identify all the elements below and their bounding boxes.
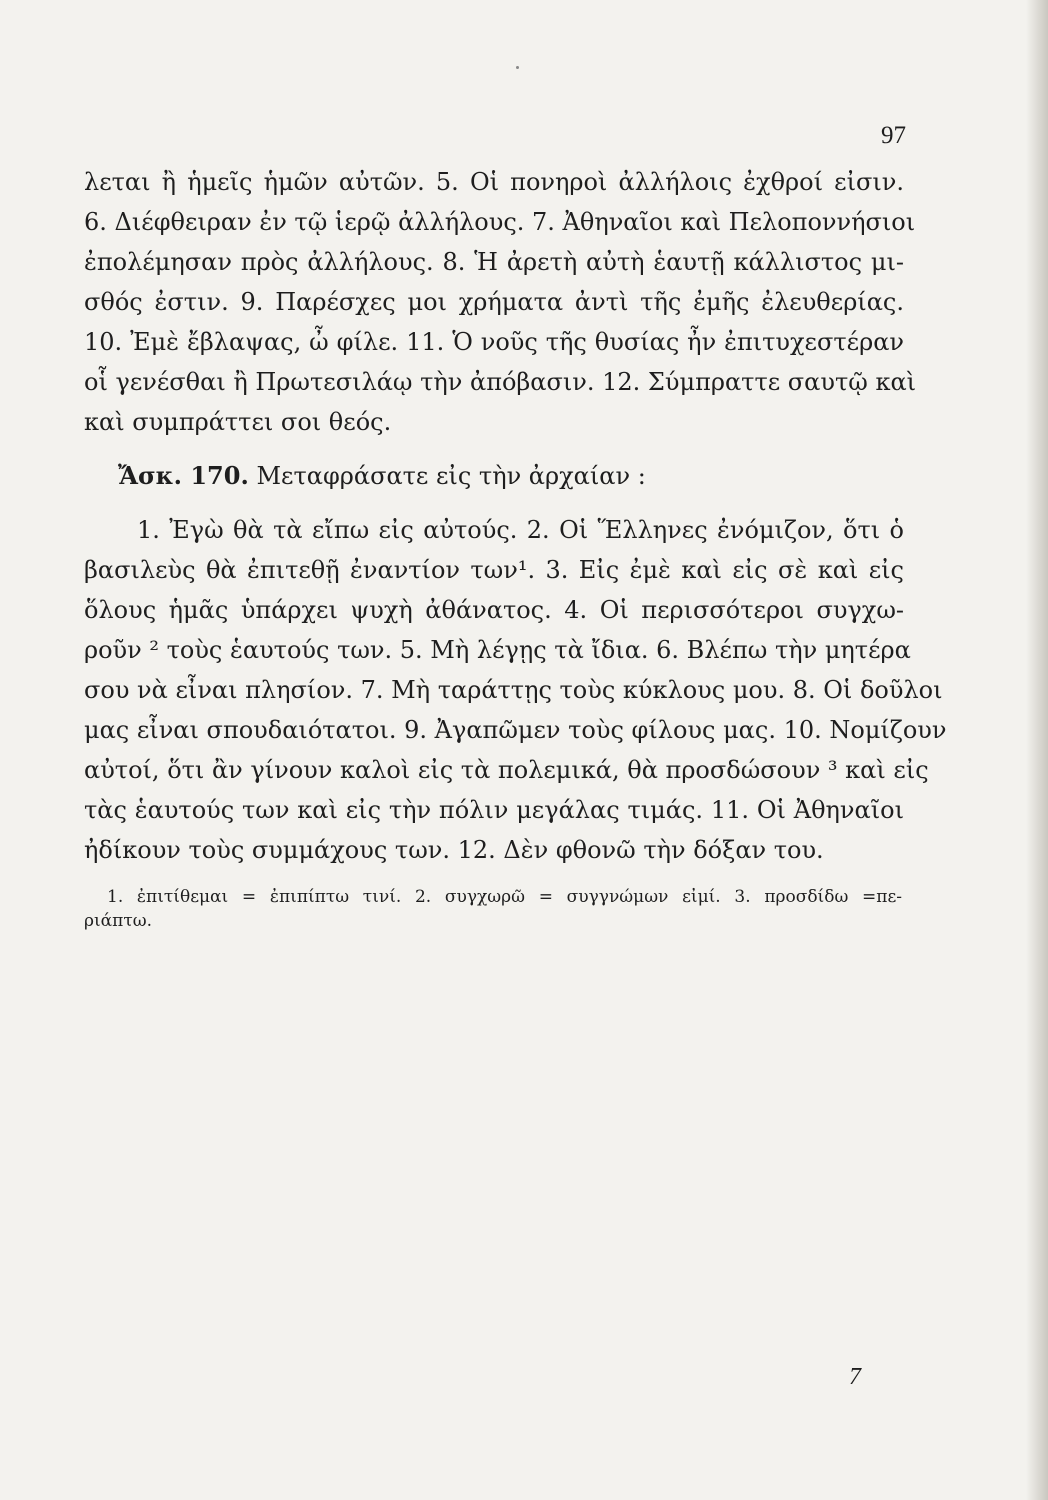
text-line: 1. Ἐγὼ θὰ τὰ εἴπω εἰς αὐτούς. 2. Οἱ Ἕλληνες ἐνόμιζον, ὅτι ὁ bbox=[137, 516, 904, 544]
page-number: 97 bbox=[881, 122, 906, 149]
text-line: οἷ γενέσθαι ἢ Πρωτεσιλάῳ τὴν ἀπόβασιν. 12. Σύμπραττε σαυτῷ καὶ bbox=[84, 368, 917, 396]
speck bbox=[516, 66, 519, 69]
text-line: τὰς ἑαυτούς των καὶ εἰς τὴν πόλιν μεγάλας τιμάς. 11. Οἱ Ἀθηναῖοι bbox=[84, 796, 904, 824]
text-line: σθός ἐστιν. 9. Παρέσχες μοι χρήματα ἀντὶ τῆς ἐμῆς ἐλευθερίας. bbox=[84, 288, 904, 316]
footnote-line: ριάπτω. bbox=[84, 911, 152, 931]
signature-mark: 7 bbox=[849, 1364, 861, 1390]
text-line: ἠδίκουν τοὺς συμμάχους των. 12. Δὲν φθονῶ τὴν δόξαν του. bbox=[84, 836, 824, 864]
text-line: ροῦν ² τοὺς ἑαυτούς των. 5. Μὴ λέγῃς τὰ ἴδια. 6. Βλέπω τὴν μητέρα bbox=[84, 636, 911, 664]
text-line: καὶ συμπράττει σοι θεός. bbox=[84, 408, 392, 436]
text-line: ἐπολέμησαν πρὸς ἀλλήλους. 8. Ἡ ἀρετὴ αὐτὴ ἑαυτῇ κάλλιστος μι- bbox=[84, 248, 904, 276]
text-line: 10. Ἐμὲ ἔβλαψας, ὦ φίλε. 11. Ὁ νοῦς τῆς θυσίας ἦν ἐπιτυχεστέραν bbox=[84, 328, 904, 356]
text-line: βασιλεὺς θὰ ἐπιτεθῇ ἐναντίον των¹. 3. Εἰς ἐμὲ καὶ εἰς σὲ καὶ εἰς bbox=[84, 556, 904, 584]
text-line: ὅλους ἡμᾶς ὑπάρχει ψυχὴ ἀθάνατος. 4. Οἱ περισσότεροι συγχω- bbox=[84, 596, 904, 624]
page-edge-shadow bbox=[1026, 0, 1048, 1500]
text-line: λεται ἢ ἡμεῖς ἡμῶν αὐτῶν. 5. Οἱ πονηροὶ ἀλλήλοις ἐχθροί εἰσιν. bbox=[84, 168, 904, 196]
footnote-line: 1. ἐπιτίθεμαι = ἐπιπίπτω τινί. 2. συγχωρῶ = συγγνώμων εἰμί. 3. προσδίδω =πε- bbox=[107, 887, 902, 907]
text-line: σου νὰ εἶναι πλησίον. 7. Μὴ ταράττῃς τοὺς κύκλους μου. 8. Οἱ δοῦλοι bbox=[84, 676, 943, 704]
text-line: αὐτοί, ὅτι ἂν γίνουν καλοὶ εἰς τὰ πολεμικά, θὰ προσδώσουν ³ καὶ εἰς bbox=[84, 756, 929, 784]
exercise-label: Ἄσκ. 170. bbox=[118, 461, 249, 490]
exercise-heading bbox=[118, 461, 938, 491]
exercise-title: Μεταφράσατε εἰς τὴν ἀρχαίαν : bbox=[256, 462, 646, 490]
text-line: 6. Διέφθειραν ἐν τῷ ἱερῷ ἀλλήλους. 7. Ἀθηναῖοι καὶ Πελοποννήσιοι bbox=[84, 208, 916, 236]
text-line: μας εἶναι σπουδαιότατοι. 9. Ἀγαπῶμεν τοὺς φίλους μας. 10. Νομίζουν bbox=[84, 716, 947, 744]
